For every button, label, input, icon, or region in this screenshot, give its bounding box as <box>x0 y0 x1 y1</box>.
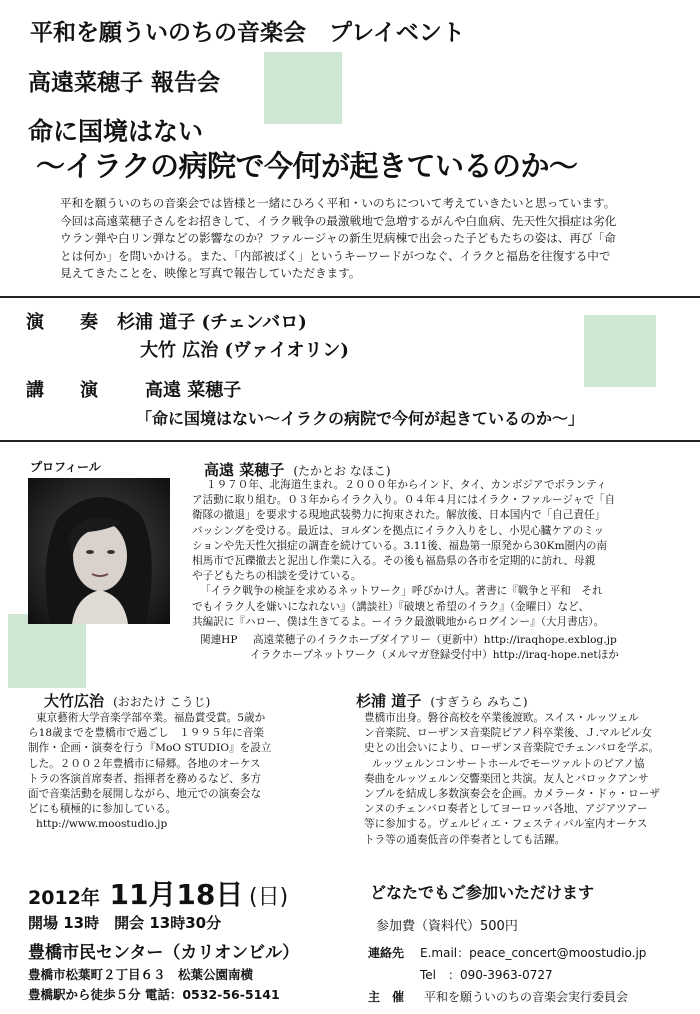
event-date-row <box>28 873 288 913</box>
lecture-title: 「命に国境はない～イラクの病院で今何が起きているのか～」 <box>136 409 585 428</box>
divider-top <box>0 296 700 298</box>
divider-mid <box>0 440 700 442</box>
profile-line: でもイラク人を嫌いになれない』（講談社）『破壊と希望のイラク』（金曜日）など、 <box>192 600 590 613</box>
sugiura-line: ルッツェルンコンサートホールでモーツァルトのピアノ協 <box>372 757 645 770</box>
otake-line: 制作・企画・演奏を行う『MoO STUDIO』を設立 <box>28 742 272 755</box>
decor-square-top <box>264 52 342 124</box>
profile-link-network[interactable]: イラクホープネットワーク（メルマガ登録受付中）http://iraq-hope.netほか <box>250 649 619 662</box>
otake-name-row <box>44 690 210 711</box>
profile-line: 衛隊の撤退」を要求する現地武装勢力に拘束された。解放後、日本国内で「自己責任」 <box>192 509 606 522</box>
host-label: 主 催 <box>368 990 405 1004</box>
welcome-text: どなたでもご参加いただけます <box>370 883 595 902</box>
sugiura-reading: (すぎうら みちこ) <box>430 695 528 709</box>
profile-links <box>200 633 619 663</box>
contact-tel: Tel ：090-3963-0727 <box>420 968 553 982</box>
profile-line: 共編訳に『ハロー、僕は生きてるよ。ーイラク最激戦地からログインー』（大月書店）。 <box>192 615 605 628</box>
report-title: 高遠菜穂子 報告会 <box>28 69 221 96</box>
otake-bio <box>28 711 338 833</box>
otake-line: した。２００２年豊橋市に帰郷。各地のオーケス <box>28 757 261 770</box>
intro-line: 平和を願ういのちの音楽会では皆様と一緒にひろく平和・いのちについて考えていきたいと思っています。 <box>60 196 616 210</box>
sugiura-name-row <box>356 690 528 711</box>
event-year: 2012年 <box>28 887 100 909</box>
portrait-photo <box>28 478 170 624</box>
otake-line: トラの客演首席奏者、指揮者を務めるなど、多方 <box>28 772 262 785</box>
intro-line: ウラン弾や白リン弾などの影響なのか？ファルージャの新生児病棟で出会った子どもたちの姿は、再び「命 <box>60 231 616 245</box>
otake-link[interactable]: http://www.moostudio.jp <box>36 818 168 831</box>
sugiura-line: 等に参加する。ヴェルビィエ・フェスティバル室内オーケス <box>364 818 648 831</box>
sugiura-name: 杉浦 道子 <box>356 692 422 710</box>
profile-name: 高遠 菜穂子 <box>204 461 285 479</box>
profile-line: ションや先天性欠損症の調査を続けている。3.11後、福島第一原発から30Km圏内の南 <box>192 539 607 552</box>
sugiura-line: 史との出会いにより、ローザンヌ音楽院でチェンバロを学ぶ。 <box>364 742 660 755</box>
profile-reading: (たかとお なほこ) <box>293 464 391 478</box>
intro-line: とは何か」を問いかける。また、「内部被ばく」というキーワードがつなぐ、イラクと福島を往復する中で <box>60 248 611 263</box>
contact-email[interactable]: E.mail：peace_concert@moostudio.jp <box>420 946 647 960</box>
subtitle-1: 命に国境はない <box>28 117 204 146</box>
event-venue: 豊橋市民センター（カリオンビル） <box>28 943 300 963</box>
profile-name-row <box>204 459 391 480</box>
otake-line: 東京藝術大学音楽学部卒業。福島賞受賞。5歳か <box>36 712 266 724</box>
event-times: 開場 13時 開会 13時30分 <box>28 914 222 932</box>
decor-square-left <box>8 614 86 688</box>
lecture-label: 講 演 <box>26 380 98 401</box>
otake-line: 面で音楽活動を展開しながら、地元での演奏会な <box>28 788 262 801</box>
profile-line: バッシングを受ける。最近は、ヨルダンを拠点にイラク入りをし、小児心臓ケアのミッ <box>192 524 605 537</box>
profile-line: や子どもたちの相談を受けている。 <box>192 570 362 583</box>
profile-line: １９７０年、北海道生まれ。２０００年からインド、タイ、カンボジアでボランティ <box>206 479 607 491</box>
performer-1: 杉浦 道子 (チェンバロ) <box>117 312 307 333</box>
sugiura-line: ン音楽院、ローザンヌ音楽院ピアノ科卒業後、Ｊ.マルビル女 <box>364 727 652 740</box>
otake-reading: (おおたけ こうじ) <box>113 695 211 709</box>
otake-line: ら18歳までを豊橋市で過ごし １９９５年に音楽 <box>28 727 264 740</box>
performance-label: 演 奏 <box>26 312 98 333</box>
otake-name: 大竹広治 <box>44 692 105 710</box>
fee-text: 参加費（資料代）500円 <box>376 919 518 934</box>
sugiura-line: ンブルを結成し多数演奏会を企画。カメラータ・ドゥ・ローザ <box>364 788 660 801</box>
contact-label: 連絡先 <box>368 946 405 960</box>
profile-line: ア活動に取り組む。０３年からイラク入り。０４年４月にはイラク・ファルージャで「自 <box>192 494 616 507</box>
sugiura-bio <box>364 711 694 848</box>
event-address: 豊橋市松葉町２丁目６３ 松葉公園南横 <box>28 967 254 982</box>
sugiura-line: ンヌのチェンバロ奏者としてヨーロッパ各地、アジアツアー <box>364 803 648 816</box>
event-date: 11月18日 <box>109 878 244 911</box>
intro-line: 見えてきたことを、映像と写真で報告していただきます。 <box>60 266 361 280</box>
sugiura-line: 豊橋市出身。磐谷高校を卒業後渡欧。スイス・ルッツェル <box>364 712 639 724</box>
profile-link-diary[interactable]: 高遠菜穂子のイラクホープダイアリー（更新中）http://iraqhope.exblog.jp <box>252 634 617 646</box>
intro-line: 今回は高遠菜穂子さんをお招きして、イラク戦争の最激戦地で急増するがんや白血病、先天性欠損症は劣化 <box>60 213 617 228</box>
profile-links-label: 関連HP <box>200 634 238 646</box>
host-name: 平和を願ういのちの音楽会実行委員会 <box>424 990 629 1004</box>
profile-body <box>192 478 692 630</box>
intro-paragraph <box>60 195 690 283</box>
subtitle-2: ～イラクの病院で今何が起きているのか～ <box>36 149 578 183</box>
profile-line: 「イラク戦争の検証を求めるネットワーク」呼びかけ人。著書に『戦争と平和 それ <box>200 585 603 598</box>
decor-square-right <box>584 315 656 387</box>
event-access: 豊橋駅から徒歩５分 電話：0532-56-5141 <box>28 987 280 1002</box>
event-line: 平和を願ういのちの音楽会 プレイベント <box>30 19 465 46</box>
otake-line: どにも積極的に参加している。 <box>28 803 177 816</box>
profile-heading: プロフィール <box>30 460 101 474</box>
profile-line: 相馬市で瓦礫撤去と泥出し作業に入る。その後も福島県の各市を定期的に訪れ、母親 <box>192 555 596 568</box>
event-weekday: (日) <box>248 885 289 910</box>
sugiura-line: 奏曲をルッツェルン交響楽団と共演。友人とバロックアンサ <box>364 772 649 785</box>
sugiura-line: トラ等の通奏低音の伴奏者としても活躍。 <box>364 833 566 846</box>
lecture-speaker: 高遠 菜穂子 <box>145 380 242 401</box>
performer-2: 大竹 広治 (ヴァイオリン) <box>140 340 349 361</box>
